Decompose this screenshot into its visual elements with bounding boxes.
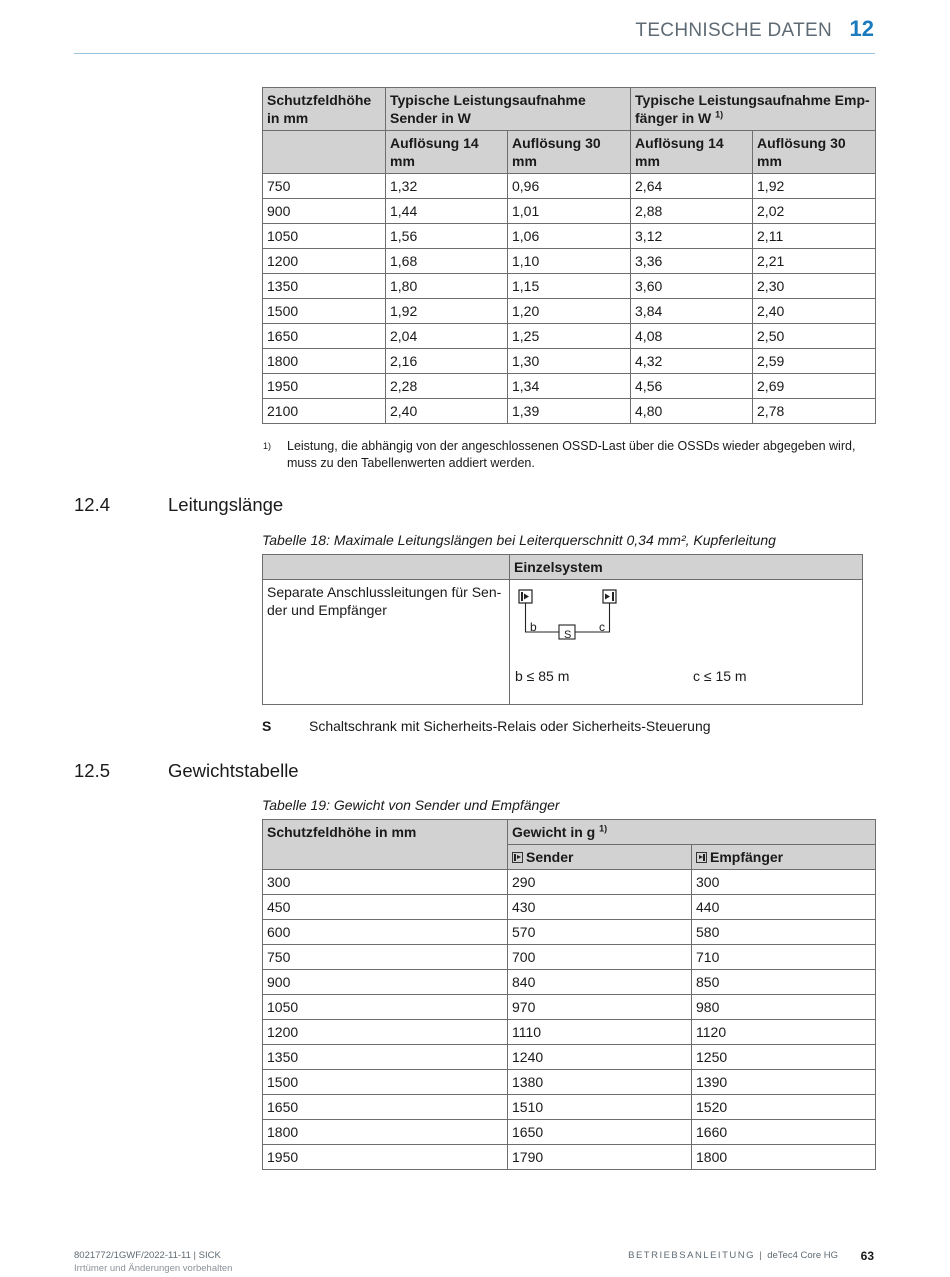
table-cell: 1650 <box>263 324 386 349</box>
table-cell: 1,39 <box>508 399 631 424</box>
table-cell: 1950 <box>263 374 386 399</box>
table-cell: 900 <box>263 970 508 995</box>
table-cell: 1660 <box>692 1120 876 1145</box>
diagram-label-c: c <box>599 620 605 634</box>
table-row <box>263 1070 876 1095</box>
footer-doc-type-label: BETRIEBSANLEITUNG <box>628 1250 755 1261</box>
table-cell: 1,80 <box>386 274 508 299</box>
table-cell: 1050 <box>263 995 508 1020</box>
table-cell: 430 <box>508 895 692 920</box>
table-cell: 0,96 <box>508 174 631 199</box>
table-row <box>263 174 876 199</box>
chapter-number: 12 <box>849 16 874 41</box>
table-cell: 710 <box>692 945 876 970</box>
table-cell: 2,50 <box>753 324 876 349</box>
weight-table <box>262 819 876 1170</box>
table-cell: 4,80 <box>631 399 753 424</box>
column-subheader: Auflösung 14 mm <box>631 131 753 174</box>
footer-doc-type <box>628 1250 838 1261</box>
table-row <box>263 299 876 324</box>
table-cell: 2,78 <box>753 399 876 424</box>
wiring-diagram-lines <box>516 587 636 645</box>
table-cell: 1500 <box>263 1070 508 1095</box>
footnote-marker: 1) <box>599 823 608 834</box>
diagram-label-s: S <box>564 629 572 641</box>
table-cell: 1,01 <box>508 199 631 224</box>
table-cell: 840 <box>508 970 692 995</box>
footer-doc-info <box>74 1249 232 1275</box>
table-cell: 4,32 <box>631 349 753 374</box>
table-row <box>263 945 876 970</box>
table-cell: 850 <box>692 970 876 995</box>
cable-limit-c: c ≤ 15 m <box>693 668 747 684</box>
table-row <box>263 249 876 274</box>
table-row <box>263 1120 876 1145</box>
table-cell: 1520 <box>692 1095 876 1120</box>
page-number: 63 <box>860 1249 874 1263</box>
table-row <box>263 1145 876 1170</box>
table-cell: 900 <box>263 199 386 224</box>
table-cell: 2,40 <box>386 399 508 424</box>
footer-disclaimer: Irrtümer und Änderungen vorbehalten <box>74 1263 233 1274</box>
footer-doc-id: 8021772/1GWF/2022-11-11 | SICK <box>74 1250 221 1261</box>
table-row <box>263 895 876 920</box>
table-cell: 1790 <box>508 1145 692 1170</box>
table-cell: 2,04 <box>386 324 508 349</box>
table-subheader-row <box>263 131 876 174</box>
table-header-row <box>263 820 876 845</box>
table-cell: 750 <box>263 945 508 970</box>
table-cell: 300 <box>263 870 508 895</box>
column-subheader: Auflösung 14 mm <box>386 131 508 174</box>
table-cell: 2,11 <box>753 224 876 249</box>
table-row <box>263 399 876 424</box>
column-header: Einzelsystem <box>510 555 863 580</box>
legend-key: S <box>262 718 272 734</box>
table-cell: 1,92 <box>753 174 876 199</box>
column-header <box>263 131 386 174</box>
diagram-label-b: b <box>530 620 537 634</box>
table-cell: 1,15 <box>508 274 631 299</box>
table-cell: 700 <box>508 945 692 970</box>
column-subheader: Auflösung 30 mm <box>753 131 876 174</box>
table-cell: 2,02 <box>753 199 876 224</box>
table-cell: 600 <box>263 920 508 945</box>
column-header-text: Gewicht in g <box>512 824 596 840</box>
table-cell: 1200 <box>263 249 386 274</box>
table-cell: 2,64 <box>631 174 753 199</box>
column-subheader-text: Empfänger <box>710 849 784 865</box>
column-header <box>508 820 876 845</box>
table-cell: 1650 <box>508 1120 692 1145</box>
table-cell: 1350 <box>263 1045 508 1070</box>
table-cell: 2,88 <box>631 199 753 224</box>
table-cell: 4,08 <box>631 324 753 349</box>
table-cell: 1,25 <box>508 324 631 349</box>
table-cell: 1110 <box>508 1020 692 1045</box>
footer-separator: | <box>754 1250 768 1261</box>
section-title: Gewichtstabelle <box>168 760 299 781</box>
section-number: 12.4 <box>74 494 111 515</box>
table-cell: 2,16 <box>386 349 508 374</box>
table-cell: 1500 <box>263 299 386 324</box>
footnote-marker: 1) <box>715 109 724 120</box>
power-consumption-table <box>262 87 876 424</box>
table-row <box>263 199 876 224</box>
column-subheader <box>692 845 876 870</box>
table-cell: 440 <box>692 895 876 920</box>
table-cell: 2,40 <box>753 299 876 324</box>
table-cell: 1,32 <box>386 174 508 199</box>
table-cell: 1240 <box>508 1045 692 1070</box>
section-title: Leitungslänge <box>168 494 284 515</box>
column-header: Schutzfeldhöhe in mm <box>263 88 386 131</box>
diagram-cell <box>510 580 863 705</box>
table-cell: 580 <box>692 920 876 945</box>
table-cell: 1,92 <box>386 299 508 324</box>
table-cell: 1800 <box>692 1145 876 1170</box>
table-cell: 570 <box>508 920 692 945</box>
footer-product: deTec4 Core HG <box>767 1250 838 1261</box>
table-cell: 750 <box>263 174 386 199</box>
table-cell: 1250 <box>692 1045 876 1070</box>
column-subheader: Auflösung 30 mm <box>508 131 631 174</box>
table-cell: 2,21 <box>753 249 876 274</box>
table-cell: 300 <box>692 870 876 895</box>
footnote-text: Leistung, die abhängig von der angeschlossenen OSSD-Last über die OSSDs wieder abgegeben wird, muss zu den Tabellenwerten addiert werden. <box>287 439 856 470</box>
table-cell: 2,69 <box>753 374 876 399</box>
table-row <box>263 374 876 399</box>
table-row <box>263 970 876 995</box>
column-subheader <box>508 845 692 870</box>
table-cell: 970 <box>508 995 692 1020</box>
table-cell: 1350 <box>263 274 386 299</box>
table-cell: 1510 <box>508 1095 692 1120</box>
table-row <box>263 274 876 299</box>
table-cell: 1380 <box>508 1070 692 1095</box>
table-cell: 3,12 <box>631 224 753 249</box>
column-header-text: Typische Leistungsaufnahme Emp-fänger in W <box>635 92 870 126</box>
table-row <box>263 349 876 374</box>
table-cell: 3,84 <box>631 299 753 324</box>
table-cell: 1,06 <box>508 224 631 249</box>
section-number: 12.5 <box>74 760 111 781</box>
table-cell: 1,34 <box>508 374 631 399</box>
column-header <box>631 88 876 131</box>
table-cell: 1200 <box>263 1020 508 1045</box>
table-cell: 1,10 <box>508 249 631 274</box>
legend-text: Schaltschrank mit Sicherheits-Relais oder Sicherheits-Steuerung <box>309 718 711 734</box>
table-cell: 3,60 <box>631 274 753 299</box>
receiver-icon <box>696 852 707 863</box>
chapter-title: TECHNISCHE DATEN <box>635 20 832 41</box>
table-cell: 1650 <box>263 1095 508 1120</box>
table-cell: 2,28 <box>386 374 508 399</box>
wiring-diagram <box>514 583 854 693</box>
cable-length-table <box>262 554 863 705</box>
table-cell: 1390 <box>692 1070 876 1095</box>
table-row <box>263 580 863 705</box>
table-caption: Tabelle 18: Maximale Leitungslängen bei Leiterquerschnitt 0,34 mm², Kupferleitung <box>262 532 776 548</box>
table-caption: Tabelle 19: Gewicht von Sender und Empfänger <box>262 797 560 813</box>
sender-icon <box>519 590 532 603</box>
table-cell: 1,30 <box>508 349 631 374</box>
column-subheader-text: Sender <box>526 849 574 865</box>
column-header: Schutzfeldhöhe in mm <box>263 820 508 870</box>
sender-icon <box>512 852 523 863</box>
table-cell: 1,56 <box>386 224 508 249</box>
table-cell: 1,68 <box>386 249 508 274</box>
table-cell: 1,44 <box>386 199 508 224</box>
table-cell: 980 <box>692 995 876 1020</box>
table-row <box>263 224 876 249</box>
table-cell: 1120 <box>692 1020 876 1045</box>
column-header: Typische Leistungsaufnahme Sender in W <box>386 88 631 131</box>
table-row <box>263 1045 876 1070</box>
cable-limit-b: b ≤ 85 m <box>515 668 570 684</box>
table-cell: 2,30 <box>753 274 876 299</box>
table-cell: 1800 <box>263 349 386 374</box>
table-header-row <box>263 555 863 580</box>
footnote-marker: 1) <box>263 441 272 451</box>
table-row <box>263 995 876 1020</box>
table-row <box>263 324 876 349</box>
row-label: Separate Anschlussleitungen für Sen-der und Empfänger <box>263 580 510 705</box>
header-divider <box>74 53 875 54</box>
table-cell: 3,36 <box>631 249 753 274</box>
table-cell: 4,56 <box>631 374 753 399</box>
table-cell: 1950 <box>263 1145 508 1170</box>
table-row <box>263 1095 876 1120</box>
table-cell: 2100 <box>263 399 386 424</box>
table-row <box>263 870 876 895</box>
table-cell: 450 <box>263 895 508 920</box>
table-cell: 2,59 <box>753 349 876 374</box>
table-row <box>263 920 876 945</box>
receiver-icon <box>603 590 616 603</box>
table-cell: 1,20 <box>508 299 631 324</box>
table-cell: 1050 <box>263 224 386 249</box>
table-header-row <box>263 88 876 131</box>
table-row <box>263 1020 876 1045</box>
table-cell: 290 <box>508 870 692 895</box>
table-cell: 1800 <box>263 1120 508 1145</box>
column-header <box>263 555 510 580</box>
